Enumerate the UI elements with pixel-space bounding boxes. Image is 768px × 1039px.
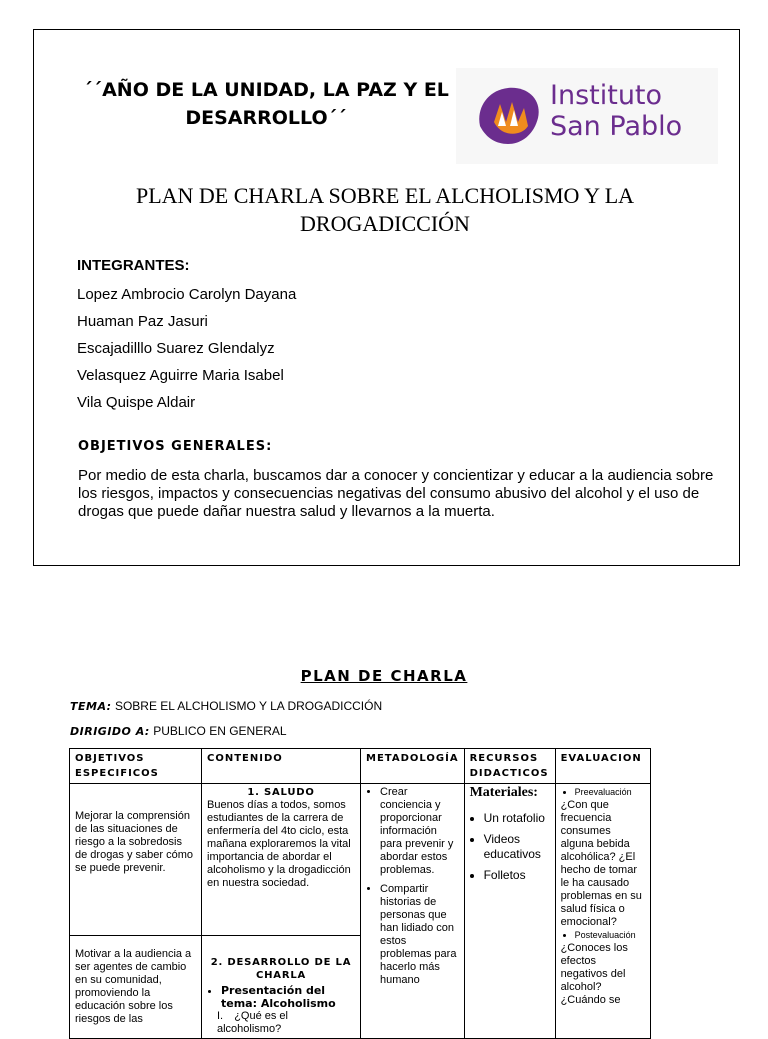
post-label: • Postevaluación [575, 929, 645, 942]
post-text: ¿Conoces los efectos negativos del alcohol? ¿Cuándo se [560, 942, 628, 1006]
objectives-heading: OBJETIVOS GENERALES: [78, 439, 273, 454]
objectives-text: Por medio de esta charla, buscamos dar a conocer y concientizar y educar a la audiencia sobre los riesgos, impactos y consecuencias negativas del consumo abusivo del alcohol y el uso de drogas que puede dañar nuestra salud y llevarnos a la muerta. [78, 467, 714, 520]
header-metodologia: METADOLOGÍA [361, 749, 465, 784]
materiales-list [470, 811, 550, 883]
logo-text [550, 80, 682, 142]
header-contenido: CONTENIDO [202, 749, 361, 784]
pre-list [561, 786, 645, 799]
member-name: Huaman Paz Jasuri [77, 313, 208, 330]
tema-line [70, 699, 382, 713]
dirigido-label: DIRIGIDO A: [70, 725, 150, 738]
metodologia-cell [361, 784, 465, 1039]
logo-line-1: Instituto [550, 80, 663, 111]
saludo-text: Buenos días a todos, somos estudiantes de la carrera de enfermería del 4to ciclo, esta mañana exploraremos la vital importancia de abordar el alcoholismo y la drogadicción en nuestra sociedad. [207, 799, 351, 889]
header-objetivos: OBJETIVOS ESPECIFICOS [70, 749, 202, 784]
desarrollo-cell [202, 936, 361, 1039]
tema-label: TEMA: [70, 700, 112, 713]
metodologia-list [366, 786, 459, 987]
header-evaluacion: EVALUACION [555, 749, 650, 784]
question-number: I. [217, 1010, 224, 1022]
desarrollo-list [207, 984, 355, 1010]
plan-title: PLAN DE CHARLA SOBRE EL ALCHOLISMO Y LA DROGADICCIÓN [135, 183, 635, 236]
question-text: ¿Qué es el alcoholismo? [217, 1010, 288, 1035]
member-name: Vila Quispe Aldair [77, 394, 196, 411]
presentacion-item: • Presentación del tema: Alcoholismo [221, 984, 355, 1010]
saludo-cell [202, 784, 361, 936]
plan-heading: PLAN DE CHARLA [300, 667, 468, 685]
post-list [561, 929, 645, 942]
logo-line-2: San Pablo [550, 111, 683, 142]
evaluacion-cell [555, 784, 650, 1039]
objetivo-cell: Mejorar la comprensión de las situaciones de riesgo a la sobredosis de drogas y saber cómo se puede prevenir. [70, 784, 202, 936]
dirigido-line [70, 724, 287, 738]
institute-logo [456, 68, 718, 164]
tema-value: SOBRE EL ALCHOLISMO Y LA DROGADICCIÓN [114, 699, 383, 713]
dirigido-value: PUBLICO EN GENERAL [153, 724, 287, 738]
list-item: • Compartir historias de personas que han lidiado con estos problemas para hacerlo más humano [380, 883, 459, 987]
list-item: • Folletos [484, 868, 550, 883]
header-recursos: RECURSOS DIDACTICOS [464, 749, 555, 784]
pre-text: ¿Con que frecuencia consumes alguna bebida alcohólica? ¿El hecho de tomar le ha causado problemas en su salud física o emocional? [560, 799, 642, 928]
list-item: • Un rotafolio [484, 811, 550, 826]
integrantes-heading: INTEGRANTES: [77, 257, 190, 274]
table-row [70, 784, 651, 936]
materiales-heading: Materiales: [469, 785, 538, 800]
member-name: Velasquez Aguirre Maria Isabel [77, 367, 284, 384]
hand-logo-icon [472, 82, 544, 150]
member-name: Lopez Ambrocio Carolyn Dayana [77, 286, 297, 303]
table-header-row [70, 749, 651, 784]
objetivo-cell: Motivar a la audiencia a ser agentes de cambio en su comunidad, promoviendo la educación sobre los riesgos de las [70, 936, 202, 1039]
desarrollo-title: 2. DESARROLLO DE LA CHARLA [210, 957, 352, 981]
year-motto: ´´AÑO DE LA UNIDAD, LA PAZ Y EL DESARROLLO´´ [83, 79, 449, 129]
member-name: Escajadilllo Suarez Glendalyz [77, 340, 275, 357]
saludo-title: 1. SALUDO [247, 787, 315, 798]
question-item [207, 1010, 355, 1036]
list-item: • Crear conciencia y proporcionar información para prevenir y abordar estos problemas. [380, 786, 459, 877]
pre-label: • Preevaluación [575, 786, 645, 799]
recursos-cell [464, 784, 555, 1039]
plan-table [69, 748, 651, 1039]
list-item: • Videos educativos [484, 832, 550, 862]
